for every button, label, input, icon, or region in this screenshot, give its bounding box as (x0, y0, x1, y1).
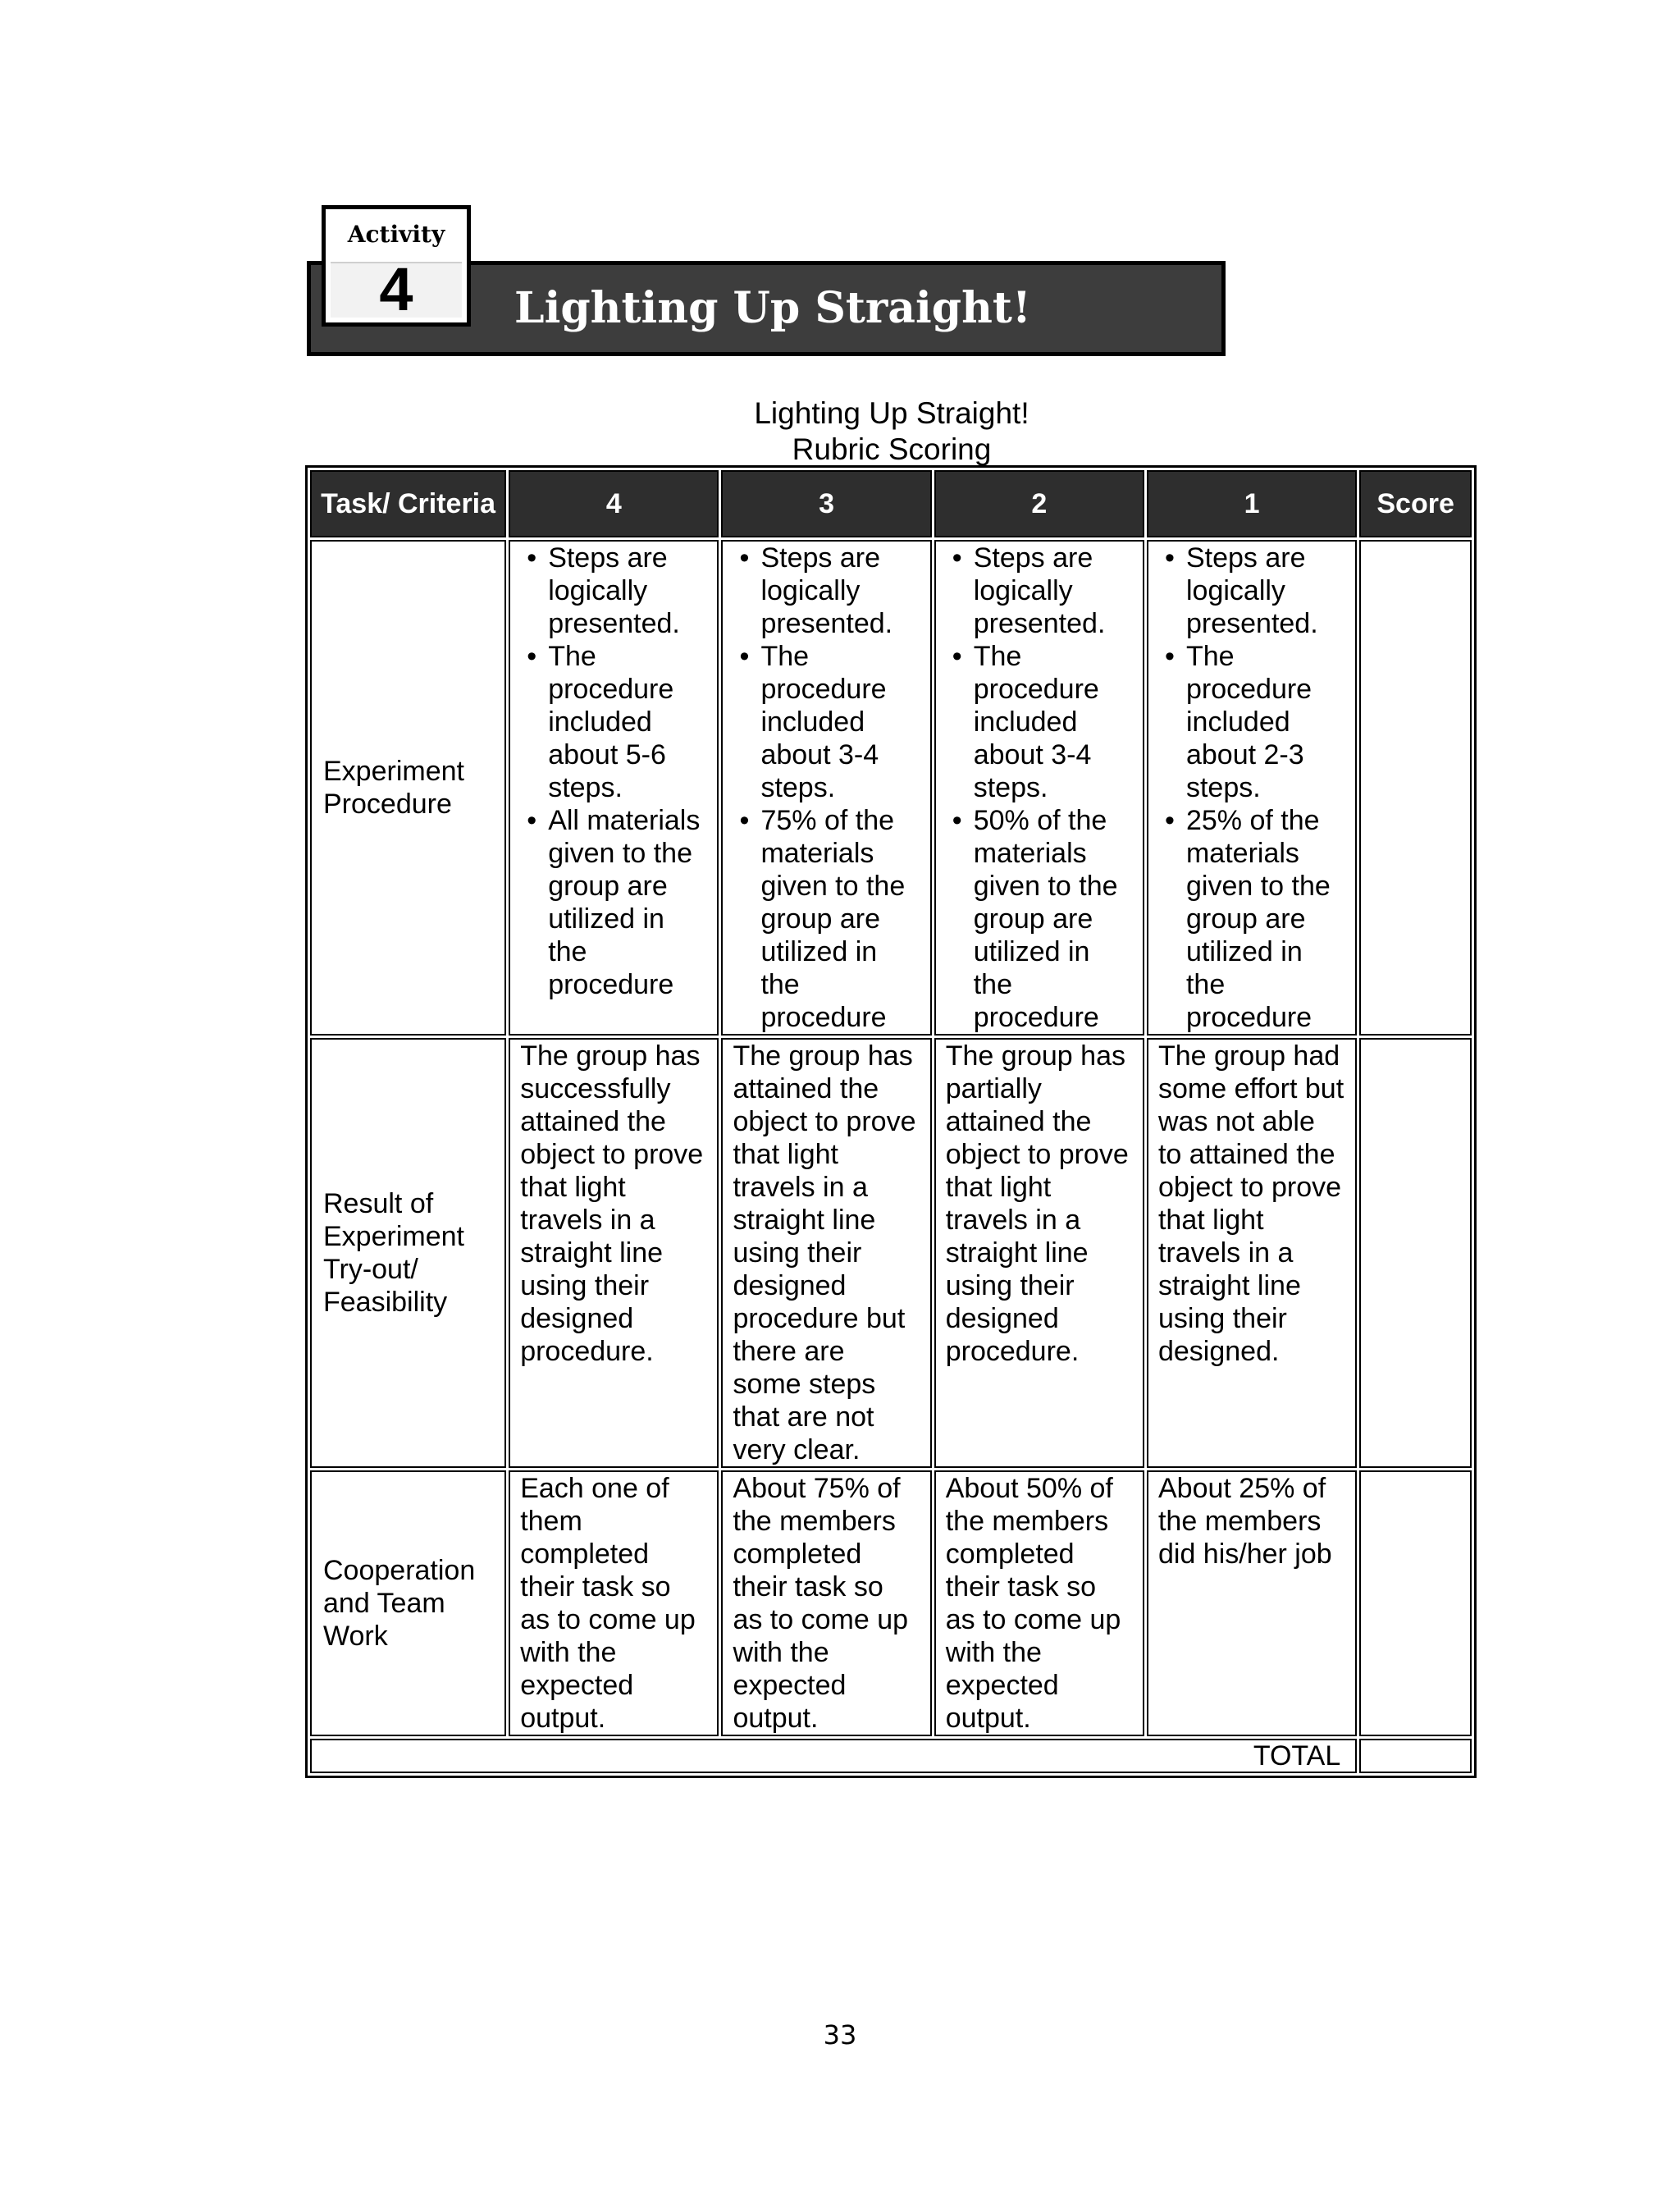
list-item: • All materials given to the group are utilized in the procedure (548, 804, 707, 1001)
header-task-criteria: Task/ Criteria (310, 470, 506, 537)
score-cell[interactable] (1359, 540, 1472, 1036)
list-item: • Steps are logically presented. (548, 542, 707, 640)
bullet-list (946, 542, 1133, 1034)
header-score-2: 2 (934, 470, 1144, 537)
activity-number: 4 (379, 255, 413, 323)
bullet-list (520, 542, 707, 1001)
total-row (310, 1739, 1472, 1773)
header-score-3: 3 (721, 470, 931, 537)
table-row (310, 1038, 1472, 1468)
header-score: Score (1359, 470, 1472, 537)
rubric-cell (509, 540, 719, 1036)
rubric-cell: The group has attained the object to prove that light travels in a straight line using their designed procedure but there are some steps that are not very clear. (721, 1038, 931, 1468)
rubric-cell: The group has partially attained the object to prove that light travels in a straight line using their designed procedure. (934, 1038, 1144, 1468)
score-cell[interactable] (1359, 1470, 1472, 1736)
activity-title: Lighting Up Straight! (514, 283, 1031, 333)
list-item: • Steps are logically presented. (1186, 542, 1345, 640)
rubric-cell: The group has successfully attained the object to prove that light travels in a straight line using their designed procedure. (509, 1038, 719, 1468)
list-item: • The procedure included about 3-4 steps. (760, 640, 920, 804)
list-item: • 75% of the materials given to the group are utilized in the procedure (760, 804, 920, 1034)
table-row (310, 540, 1472, 1036)
rubric-cell: The group had some effort but was not able to attained the object to prove that light travels in a straight line using their designed. (1147, 1038, 1357, 1468)
list-item: • The procedure included about 2-3 steps. (1186, 640, 1345, 804)
rubric-cell (1147, 540, 1357, 1036)
table-header-row (310, 470, 1472, 537)
activity-badge (322, 205, 471, 327)
header-score-4: 4 (509, 470, 719, 537)
table-caption-subtitle: Rubric Scoring (792, 432, 992, 466)
list-item: • Steps are logically presented. (760, 542, 920, 640)
rubric-cell: About 25% of the members did his/her job (1147, 1470, 1357, 1736)
bullet-list (1158, 542, 1345, 1034)
list-item: • 25% of the materials given to the group are utilized in the procedure (1186, 804, 1345, 1034)
list-item: • The procedure included about 3-4 steps. (974, 640, 1133, 804)
rubric-cell: About 75% of the members completed their task so as to come up with the expected output. (721, 1470, 931, 1736)
activity-label: Activity (347, 221, 445, 248)
criteria-cell: Result of Experiment Try-out/ Feasibility (310, 1038, 506, 1468)
criteria-cell: Experiment Procedure (310, 540, 506, 1036)
table-row (310, 1470, 1472, 1736)
total-label: TOTAL (310, 1739, 1357, 1773)
rubric-cell (721, 540, 931, 1036)
header-score-1: 1 (1147, 470, 1357, 537)
page-number: 33 (823, 2019, 857, 2051)
rubric-cell (934, 540, 1144, 1036)
bullet-list (733, 542, 920, 1034)
list-item: • The procedure included about 5-6 steps. (548, 640, 707, 804)
rubric-cell: Each one of them completed their task so as to come up with the expected output. (509, 1470, 719, 1736)
score-cell[interactable] (1359, 1038, 1472, 1468)
list-item: • Steps are logically presented. (974, 542, 1133, 640)
rubric-table (305, 465, 1477, 1778)
list-item: • 50% of the materials given to the group are utilized in the procedure (974, 804, 1133, 1034)
table-caption-title: Lighting Up Straight! (754, 396, 1029, 430)
criteria-cell: Cooperation and Team Work (310, 1470, 506, 1736)
rubric-cell: About 50% of the members completed their task so as to come up with the expected output. (934, 1470, 1144, 1736)
total-score-cell[interactable] (1359, 1739, 1472, 1773)
